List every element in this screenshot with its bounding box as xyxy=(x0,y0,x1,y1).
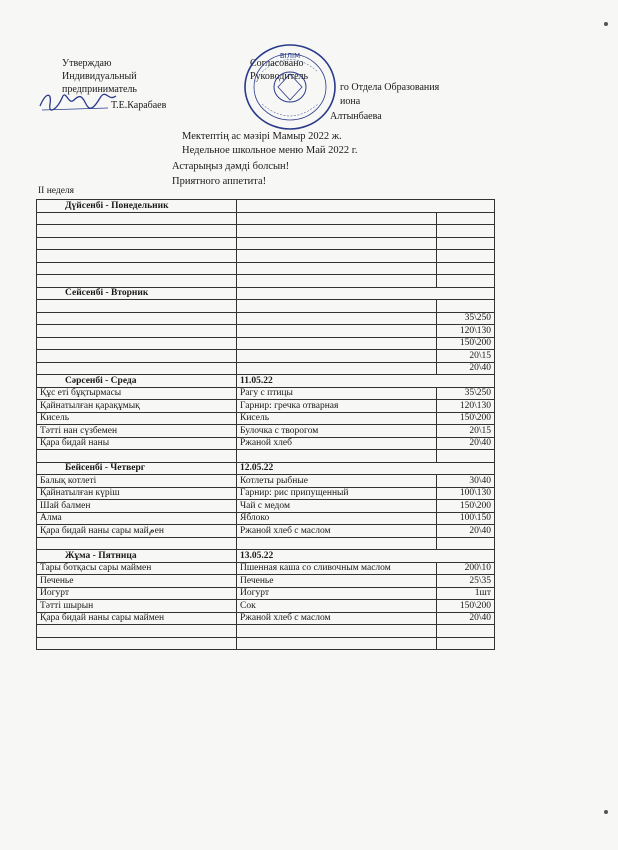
menu-item-row xyxy=(37,437,495,450)
approve-line-2: Индивидуальный xyxy=(62,71,137,82)
menu-item-row xyxy=(37,512,495,525)
day-name: Жұма - Пятница xyxy=(37,550,237,563)
portion-size: 35\250 xyxy=(437,312,495,325)
portion-size: 120\130 xyxy=(437,325,495,338)
portion-size xyxy=(437,250,495,263)
approve-line-3: предприниматель xyxy=(62,84,137,95)
dish-name-kz: Қара бидай наны xyxy=(37,437,237,450)
menu-item-row xyxy=(37,275,495,288)
menu-item-row xyxy=(37,625,495,638)
menu-item-row xyxy=(37,350,495,363)
menu-item-row xyxy=(37,250,495,263)
dish-name-kz xyxy=(37,225,237,238)
scan-speck xyxy=(604,810,608,814)
portion-size: 150\200 xyxy=(437,337,495,350)
menu-item-row xyxy=(37,425,495,438)
dish-name-ru: Котлеты рыбные xyxy=(237,475,437,488)
dish-name-kz: Қара бидай наны сары маймен xyxy=(37,612,237,625)
day-name: Сейсенбі - Вторник xyxy=(37,287,237,300)
dish-name-kz: Қара бидай наны сары майمен xyxy=(37,525,237,538)
dish-name-ru: Пшенная каша со сливочным маслом xyxy=(237,562,437,575)
dish-name-ru xyxy=(237,250,437,263)
dish-name-ru xyxy=(237,537,437,550)
dish-name-kz: Иогурт xyxy=(37,587,237,600)
dish-name-kz: Печенье xyxy=(37,575,237,588)
dish-name-ru: Ржаной хлеб xyxy=(237,437,437,450)
dish-name-kz xyxy=(37,262,237,275)
portion-size xyxy=(437,262,495,275)
weekly-menu-table xyxy=(36,199,495,650)
dish-name-kz: Шай балмен xyxy=(37,500,237,513)
day-header-row xyxy=(37,200,495,213)
portion-size: 120\130 xyxy=(437,400,495,413)
portion-size xyxy=(437,225,495,238)
dish-name-ru: Гарнир: гречка отварная xyxy=(237,400,437,413)
portion-size: 20\40 xyxy=(437,525,495,538)
dish-name-kz xyxy=(37,337,237,350)
dish-name-ru xyxy=(237,325,437,338)
dish-name-kz: Алма xyxy=(37,512,237,525)
menu-item-row xyxy=(37,450,495,463)
portion-size xyxy=(437,625,495,638)
menu-item-row xyxy=(37,212,495,225)
dish-name-ru xyxy=(237,212,437,225)
dish-name-ru xyxy=(237,362,437,375)
day-date xyxy=(237,287,495,300)
portion-size: 200\10 xyxy=(437,562,495,575)
dish-name-ru xyxy=(237,350,437,363)
dish-name-kz xyxy=(37,250,237,263)
dish-name-ru: Чай с медом xyxy=(237,500,437,513)
agree-line-2: Руководитель xyxy=(250,71,309,82)
menu-item-row xyxy=(37,587,495,600)
portion-size: 20\40 xyxy=(437,437,495,450)
menu-item-row xyxy=(37,387,495,400)
portion-size xyxy=(437,300,495,313)
dish-name-kz: Балық котлеті xyxy=(37,475,237,488)
day-name: Бейсенбі - Четверг xyxy=(37,462,237,475)
dish-name-kz xyxy=(37,300,237,313)
dish-name-ru xyxy=(237,225,437,238)
portion-size: 150\200 xyxy=(437,412,495,425)
title-ru: Недельное школьное меню Май 2022 г. xyxy=(182,145,358,156)
dish-name-kz xyxy=(37,362,237,375)
menu-item-row xyxy=(37,325,495,338)
dish-name-kz: Тары ботқасы сары маймен xyxy=(37,562,237,575)
portion-size: 30\40 xyxy=(437,475,495,488)
dish-name-kz: Қайнатылған қарақұмық xyxy=(37,400,237,413)
dish-name-kz xyxy=(37,637,237,650)
menu-item-row xyxy=(37,475,495,488)
menu-item-row xyxy=(37,412,495,425)
title-kz: Мектептің ас мәзірі Мамыр 2022 ж. xyxy=(182,131,342,142)
agree-line-1: Согласовано xyxy=(250,58,304,69)
day-date xyxy=(237,200,495,213)
approve-name: Т.Е.Карабаев xyxy=(111,100,167,111)
menu-item-row xyxy=(37,262,495,275)
menu-item-row xyxy=(37,537,495,550)
dish-name-kz xyxy=(37,212,237,225)
dish-name-kz xyxy=(37,450,237,463)
menu-item-row xyxy=(37,487,495,500)
dish-name-ru: Печенье xyxy=(237,575,437,588)
dish-name-kz: Құс еті бұқтырмасы xyxy=(37,387,237,400)
scan-speck xyxy=(604,22,608,26)
portion-size xyxy=(437,275,495,288)
menu-item-row xyxy=(37,562,495,575)
dish-name-kz xyxy=(37,537,237,550)
portion-size xyxy=(437,237,495,250)
dish-name-ru: Гарнир: рис припущенный xyxy=(237,487,437,500)
menu-item-row xyxy=(37,575,495,588)
menu-item-row xyxy=(37,300,495,313)
menu-item-row xyxy=(37,637,495,650)
seal-text: БІЛІМ xyxy=(279,52,301,60)
dish-name-ru xyxy=(237,625,437,638)
dish-name-ru xyxy=(237,300,437,313)
portion-size: 100\150 xyxy=(437,512,495,525)
menu-item-row xyxy=(37,600,495,613)
signature-icon xyxy=(38,88,118,114)
menu-item-row xyxy=(37,400,495,413)
dish-name-ru xyxy=(237,637,437,650)
day-name: Дүйсенбі - Понедельник xyxy=(37,200,237,213)
approve-line-1: Утверждаю xyxy=(62,58,112,69)
dish-name-ru: Булочка с творогом xyxy=(237,425,437,438)
dish-name-kz xyxy=(37,275,237,288)
dish-name-ru xyxy=(237,275,437,288)
dish-name-ru xyxy=(237,237,437,250)
dish-name-ru xyxy=(237,337,437,350)
menu-item-row xyxy=(37,612,495,625)
dish-name-kz: Кисель xyxy=(37,412,237,425)
dish-name-kz: Қайнатылған күріш xyxy=(37,487,237,500)
portion-size xyxy=(437,637,495,650)
portion-size: 35\250 xyxy=(437,387,495,400)
portion-size: 20\40 xyxy=(437,612,495,625)
day-date: 13.05.22 xyxy=(237,550,495,563)
menu-item-row xyxy=(37,500,495,513)
greeting-kz: Астарыңыз дәмді болсын! xyxy=(172,161,290,172)
dish-name-kz: Тәтті шырын xyxy=(37,600,237,613)
dish-name-kz xyxy=(37,312,237,325)
day-header-row xyxy=(37,287,495,300)
day-header-row xyxy=(37,375,495,388)
day-name: Сәрсенбі - Среда xyxy=(37,375,237,388)
agree-line-4: иона xyxy=(340,96,361,107)
day-header-row xyxy=(37,550,495,563)
day-date: 12.05.22 xyxy=(237,462,495,475)
portion-size: 1шт xyxy=(437,587,495,600)
portion-size: 100\130 xyxy=(437,487,495,500)
agree-line-3: го Отдела Образования xyxy=(340,82,440,93)
dish-name-kz xyxy=(37,237,237,250)
dish-name-ru: Иогурт xyxy=(237,587,437,600)
dish-name-ru: Ржаной хлеб с маслом xyxy=(237,525,437,538)
dish-name-ru: Яблоко xyxy=(237,512,437,525)
agree-line-5: Алтынбаева xyxy=(330,111,382,122)
week-label: II неделя xyxy=(38,186,75,196)
dish-name-ru xyxy=(237,262,437,275)
dish-name-ru xyxy=(237,450,437,463)
portion-size: 20\40 xyxy=(437,362,495,375)
dish-name-kz xyxy=(37,350,237,363)
day-header-row xyxy=(37,462,495,475)
menu-item-row xyxy=(37,362,495,375)
portion-size: 20\15 xyxy=(437,350,495,363)
portion-size: 20\15 xyxy=(437,425,495,438)
portion-size: 150\200 xyxy=(437,500,495,513)
portion-size: 150\200 xyxy=(437,600,495,613)
dish-name-ru: Рагу с птицы xyxy=(237,387,437,400)
portion-size: 25\35 xyxy=(437,575,495,588)
dish-name-kz xyxy=(37,325,237,338)
portion-size xyxy=(437,537,495,550)
menu-item-row xyxy=(37,525,495,538)
dish-name-kz: Тәтті нан сүзбемен xyxy=(37,425,237,438)
portion-size xyxy=(437,212,495,225)
dish-name-ru: Кисель xyxy=(237,412,437,425)
menu-item-row xyxy=(37,337,495,350)
portion-size xyxy=(437,450,495,463)
dish-name-ru xyxy=(237,312,437,325)
day-date: 11.05.22 xyxy=(237,375,495,388)
dish-name-kz xyxy=(37,625,237,638)
menu-item-row xyxy=(37,237,495,250)
menu-item-row xyxy=(37,312,495,325)
greeting-ru: Приятного аппетита! xyxy=(172,176,267,187)
dish-name-ru: Ржаной хлеб с маслом xyxy=(237,612,437,625)
official-seal-icon xyxy=(242,42,338,132)
menu-item-row xyxy=(37,225,495,238)
dish-name-ru: Сок xyxy=(237,600,437,613)
